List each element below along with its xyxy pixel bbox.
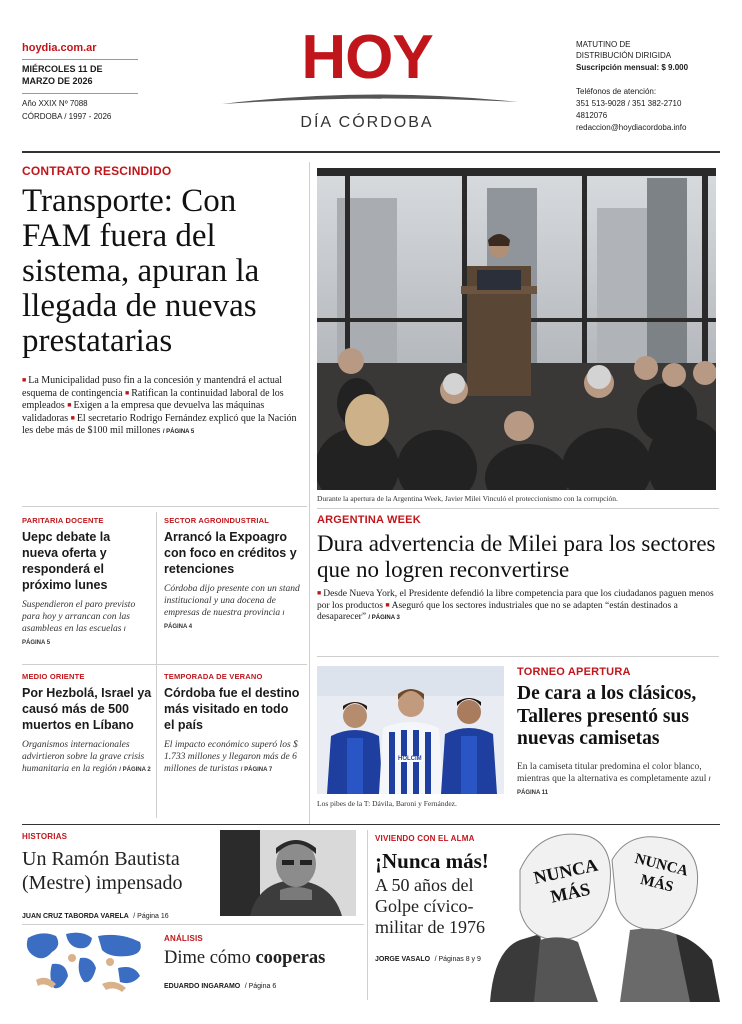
lead-bullet-1: ■ La Municipalidad puso fin a la concesión y mantendrá el actual esquema de contingencia [22,375,282,399]
hezbola-kicker: MEDIO ORIENTE [22,672,85,681]
verano-body: El impacto económico superó los $ 1.733 millones y llegaron más de 6 millones de turistas [164,740,298,774]
hezbola-story[interactable] [22,672,152,776]
analisis-story[interactable] [164,934,364,993]
verano-summary [164,739,302,776]
analisis-headline-a: Dime cómo [164,948,256,968]
verano-headline[interactable]: Córdoba fue el destino más visitado en todo el país [164,686,300,732]
verano-kicker: TEMPORADA DE VERANO [164,672,263,681]
historias-author: JUAN CRUZ TABORDA VARELA [22,913,129,920]
edition-location: CÓRDOBA / 1997 - 2026 [22,112,112,121]
scarf-text-2: NUNCA MÁS [633,850,690,896]
expoagro-page-ref[interactable]: / PÁGINA 4 [164,611,285,630]
historias-headline[interactable]: Un Ramón Bautista (Mestre) impensado [22,848,183,894]
verano-story[interactable] [164,672,302,776]
talleres-photo [317,666,504,794]
lead-headline[interactable]: Transporte: Con FAM fuera del sistema, apuran la llegada de nuevas prestatarias [22,183,260,359]
golpe-author: JORGE VASALO [375,956,431,963]
analisis-headline[interactable] [164,947,364,969]
expoagro-headline[interactable]: Arrancó la Expoagro con foco en créditos y retenciones [164,530,297,576]
lead-summary [22,375,307,439]
milei-summary [317,589,719,625]
uepc-page-ref[interactable]: / PÁGINA 5 [22,627,126,646]
verano-page-ref[interactable]: / PÁGINA 7 [240,767,273,773]
talleres-kicker: TORNEO APERTURA [517,666,631,678]
milei-kicker: ARGENTINA WEEK [317,514,421,526]
masthead [0,0,742,150]
main-photo [317,168,716,490]
historias-kicker: HISTORIAS [22,832,68,841]
milei-story[interactable] [317,514,719,625]
scarf-text-1: NUNCA MÁS [531,854,600,907]
historias-story[interactable] [22,832,222,923]
expoagro-kicker: SECTOR AGROINDUSTRIAL [164,516,270,525]
golpe-photo [480,830,720,1002]
talleres-story[interactable] [517,666,717,799]
expoagro-summary [164,583,302,633]
lead-bullet-3: ■ Exigen a la empresa que devuelva las máquinas validadoras [22,400,264,424]
milei-headline[interactable]: Dura advertencia de Milei para los sectores que no logren reconvertirse [317,531,716,582]
talleres-summary [517,761,717,799]
lead-story[interactable] [22,164,307,439]
masthead-divider [22,151,720,153]
uepc-kicker: PARITARIA DOCENTE [22,516,104,525]
expoagro-story[interactable] [164,516,302,633]
talleres-headline[interactable]: De cara a los clásicos, Talleres presentó sus nuevas camisetas [517,683,697,749]
golpe-headline[interactable]: ¡Nunca más! [375,849,489,873]
subscription-price: Suscripción mensual: $ 9.000 [576,63,689,72]
lead-kicker: CONTRATO RESCINDIDO [22,164,172,178]
analisis-headline-b: cooperas [255,948,326,968]
talleres-body: En la camiseta titular predomina el color blanco, mientras que la alternativa es completamente azul [517,761,707,784]
phones-line1: 351 513-9028 / 351 382-2710 [576,99,682,108]
players-photo-art [317,666,504,794]
historias-page-ref[interactable]: / Página 16 [133,913,169,920]
uepc-headline[interactable]: Uepc debate la nueva oferta y responderá el próximo lunes [22,530,111,592]
logo[interactable]: HOY [301,23,433,92]
uepc-story[interactable] [22,516,148,649]
phones-label: Teléfonos de atención: [576,87,657,96]
date-line-1: MIÉRCOLES 11 DE [22,64,103,74]
hezbola-page-ref[interactable]: / PÁGINA 2 [119,767,151,773]
hezbola-summary [22,739,152,776]
lead-bullet-2: ■ Ratifican la continuidad laboral de los empleados [22,388,284,412]
analisis-author: EDUARDO INGARAMO [164,983,241,990]
phones-line2: 4812076 [576,111,608,120]
conference-photo-art [317,168,716,490]
hezbola-body: Organismos internacionales advirtieron sobre la grave crisis humanitaria en la región [22,740,145,774]
uepc-body: Suspendieron el paro previsto para hoy y arrancan con las asambleas en las escuelas [22,600,136,634]
talleres-photo-caption: Los pibes de la T: Dávila, Baroni y Fernández. [317,799,457,808]
milei-bullet-1: ■ Desde Nueva York, el Presidente defendió la libre competencia para que los ciudadanos paguen menos por los productos [317,589,714,611]
jersey-sponsor-text: HOLCIM [398,756,422,762]
date-line-2: MARZO DE 2026 [22,76,93,86]
masthead-right-line1: MATUTINO DE [576,40,631,49]
golpe-subheadline: A 50 años del Golpe cívico-militar de 1976 [375,875,485,937]
milei-bullet-2: ■ Aseguró que los sectores industriales que no se adapten “están destinados a desaparecer” [317,601,678,623]
masthead-right-line2: DISTRIBUCIÓN DIRIGIDA [576,51,672,60]
hezbola-headline[interactable]: Por Hezbolá, Israel ya causó más de 500 muertos en Líbano [22,686,152,732]
uepc-summary [22,599,148,649]
contact-email[interactable]: redaccion@hoydiacordoba.info [576,123,687,132]
logo-swoosh [220,92,520,106]
expoagro-body: Córdoba dijo presente con un stand institucional y una docena de empresas de nuestra provincia [164,584,300,618]
site-url[interactable]: hoydia.com.ar [22,42,97,54]
main-photo-caption: Durante la apertura de la Argentina Week, Javier Milei Vinculó el proteccionismo con la corrupción. [317,494,618,503]
golpe-kicker: VIVIENDO CON EL ALMA [375,834,475,843]
mestre-photo [220,830,356,916]
analisis-page-ref[interactable]: / Página 6 [244,983,277,990]
logo-subtitle: DÍA CÓRDOBA [300,114,434,131]
edition-number: Año XXIX Nº 7088 [22,99,88,108]
analisis-kicker: ANÁLISIS [164,934,203,943]
analisis-map-art [22,928,152,998]
lead-bullet-4: ■ El secretario Rodrigo Fernández explicó que la Nación les debe más de $100 mil millones [22,413,296,437]
golpe-story[interactable] [375,834,495,966]
milei-page-ref[interactable]: / PÁGINA 3 [368,615,400,621]
talleres-page-ref[interactable]: / PÁGINA 11 [517,776,711,796]
lead-page-ref[interactable]: / PÁGINA 5 [162,429,195,435]
golpe-page-ref[interactable]: / Páginas 8 y 9 [434,956,481,963]
